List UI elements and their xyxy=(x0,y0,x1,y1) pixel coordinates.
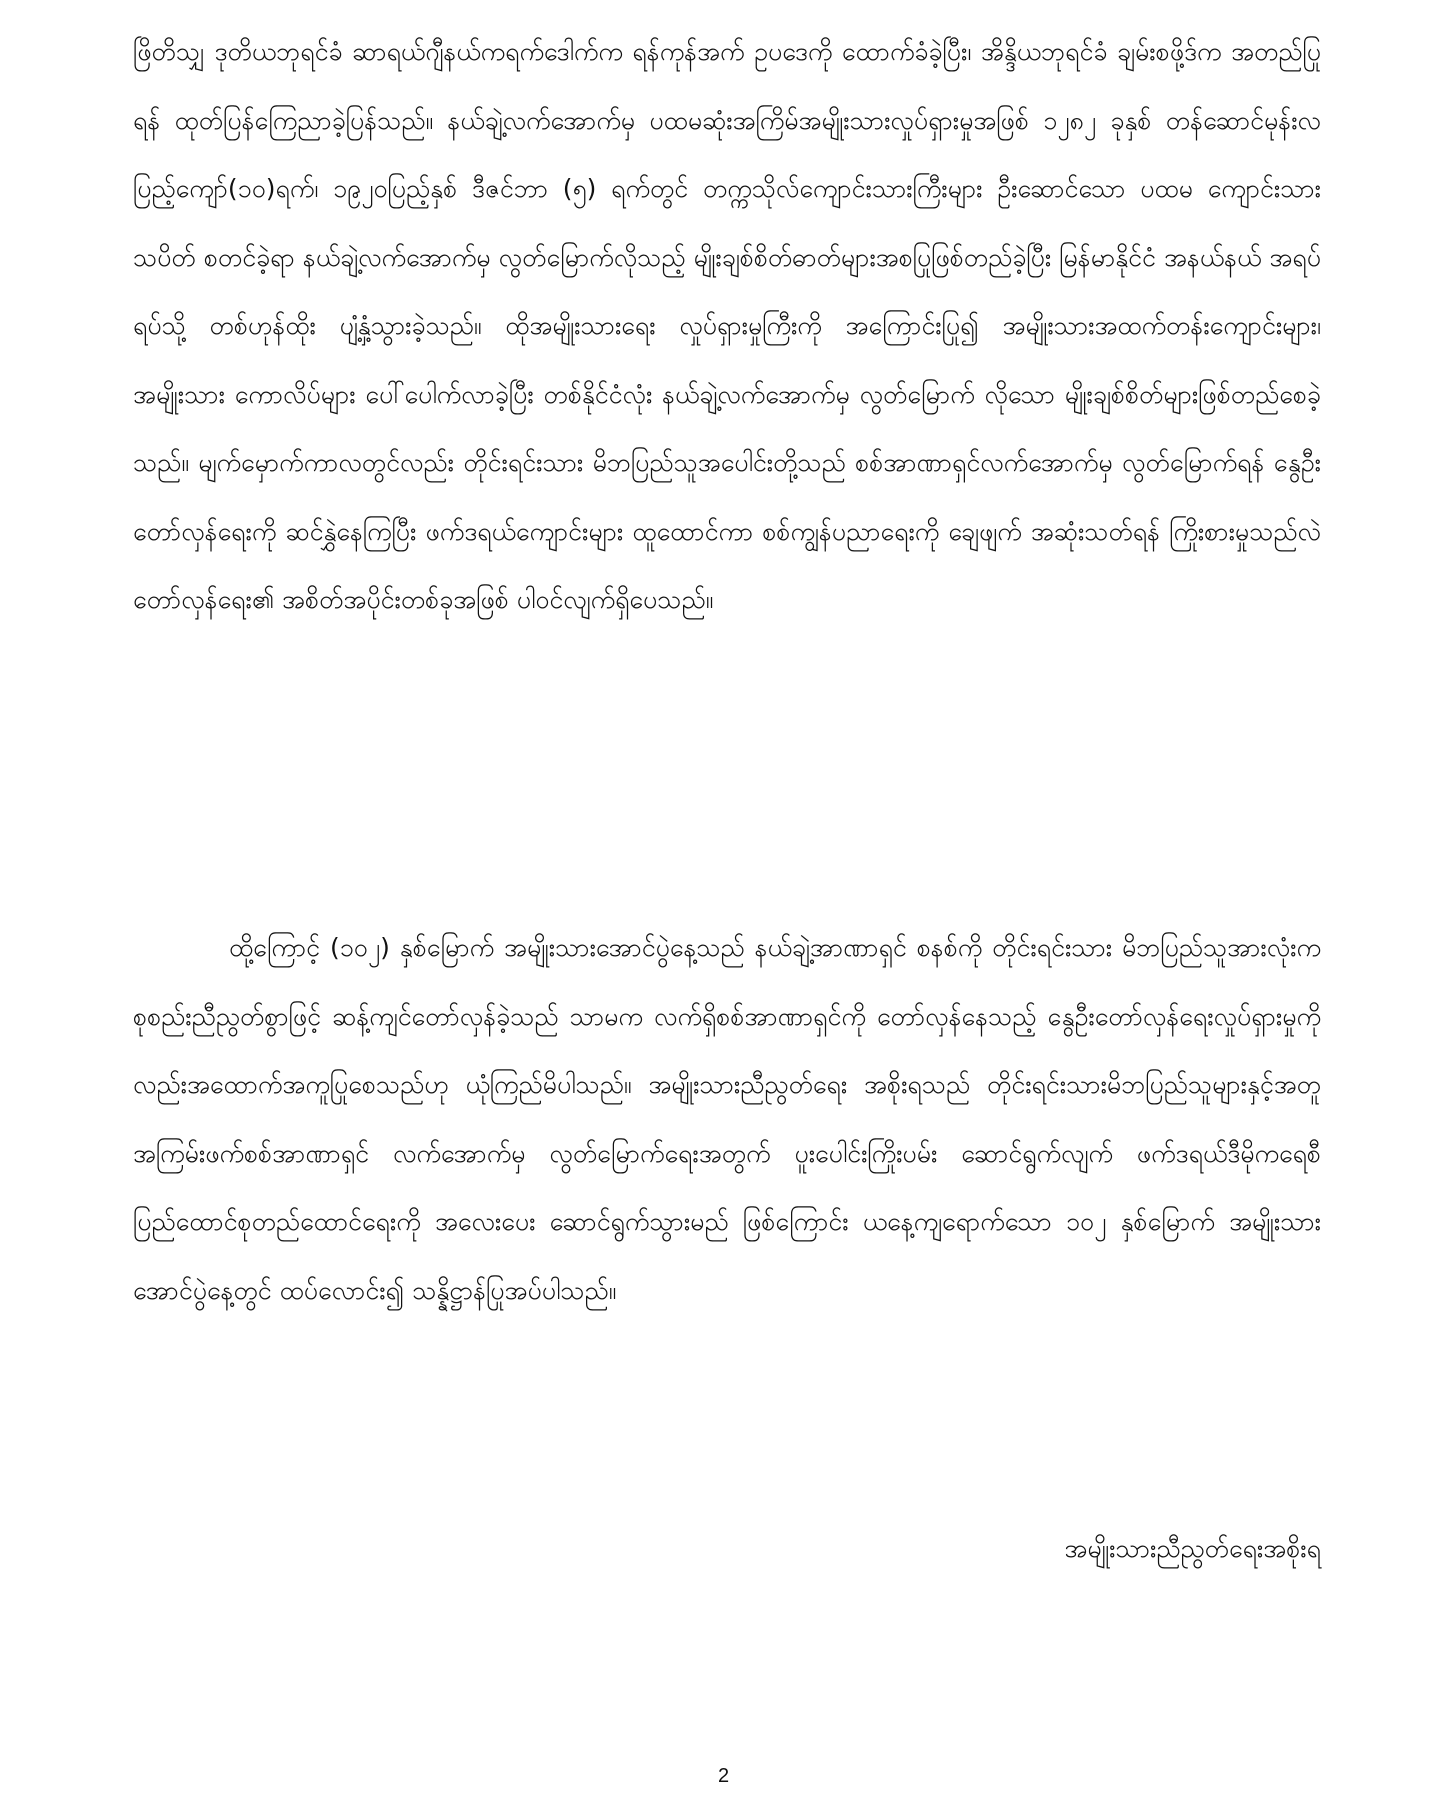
signature-line: အမျိုးသားညီညွတ်ရေးအစိုးရ xyxy=(1064,1534,1321,1563)
page-number: 2 xyxy=(717,1765,730,1787)
body-paragraph-2: ထို့ကြောင့် (၁၀၂) နှစ်မြောက် အမျိုးသားအောင်ပွဲနေ့သည် နယ်ချဲ့အာဏာရှင် စနစ်ကို တိုင်းရင်းသား မိဘပြည်သူအားလုံးက စုစည်းညီညွတ်စွာဖြင့် ဆန့်ကျင်တော်လှန်ခဲ့သည် သာမက လက်ရှိစစ်အာဏာရှင်ကို တော်လှန်နေသည့် နွေဦးတော်လှန်ရေးလှုပ်ရှားမှုကို လည်းအထောက်အကူပြုစေသည်ဟု ယုံကြည်မိပါသည်။ အမျိုးသားညီညွတ်ရေး အစိုးရသည် တိုင်းရင်းသားမိဘပြည်သူများနှင့်အတူ အကြမ်းဖက်စစ်အာဏာရှင် လက်အောက်မှ လွတ်မြောက်ရေးအတွက် ပူးပေါင်းကြိုးပမ်း ဆောင်ရွက်လျက် ဖက်ဒရယ်ဒီမိုကရေစီပြည်ထောင်စုတည်ထောင်ရေးကို အလေးပေး ဆောင်ရွက်သွားမည် ဖြစ်ကြောင်း ယနေ့ကျရောက်သော ၁၀၂ နှစ်မြောက် အမျိုးသားအောင်ပွဲနေ့တွင် ထပ်လောင်း၍ သန္နိဋ္ဌာန်ပြုအပ်ပါသည်။ xyxy=(133,933,1321,1305)
body-paragraph-1: ဖြိတိသျှ ဒုတိယဘုရင်ခံ ဆာရယ်ဂျီနယ်ကရက်ဒေါက်က ရန်ကုန်အက် ဥပဒေကို ထောက်ခံခဲ့ပြီး၊ အိန္ဒိယဘုရင်ခံ ချမ်းစဖို့ဒ်က အတည်ပြုရန် ထုတ်ပြန်ကြေညာခဲ့ပြန်သည်။ နယ်ချဲ့လက်အောက်မှ ပထမဆုံးအကြိမ်အမျိုးသားလှုပ်ရှားမှုအဖြစ် ၁၂၈၂ ခုနှစ် တန်ဆောင်မုန်းလပြည့်ကျော်(၁၀)ရက်၊ ၁၉၂၀ပြည့်နှစ် ဒီဇင်ဘာ (၅) ရက်တွင် တက္ကသိုလ်ကျောင်းသားကြီးများ ဦးဆောင်သော ပထမ ကျောင်းသားသပိတ် စတင်ခဲ့ရာ နယ်ချဲ့လက်အောက်မှ လွတ်မြောက်လိုသည့် မျိုးချစ်စိတ်ဓာတ်များအစပြုဖြစ်တည်ခဲ့ပြီး မြန်မာနိုင်ငံ အနယ်နယ် အရပ်ရပ်သို့ တစ်ဟုန်ထိုး ပျံ့နှံ့သွားခဲ့သည်။ ထိုအမျိုးသားရေး လှုပ်ရှားမှုကြီးကို အကြောင်းပြု၍ အမျိုးသားအထက်တန်းကျောင်းများ၊ အမျိုးသား ကောလိပ်များ ပေါ်ပေါက်လာခဲ့ပြီး တစ်နိုင်ငံလုံး နယ်ချဲ့လက်အောက်မှ လွတ်မြောက် လိုသော မျိုးချစ်စိတ်များဖြစ်တည်စေခဲ့သည်။ မျက်မှောက်ကာလတွင်လည်း တိုင်းရင်းသား မိဘပြည်သူအပေါင်းတို့သည် စစ်အာဏာရှင်လက်အောက်မှ လွတ်မြောက်ရန် နွေဦးတော်လှန်ရေးကို ဆင်နွှဲနေကြပြီး ဖက်ဒရယ်ကျောင်းများ ထူထောင်ကာ စစ်ကျွန်ပညာရေးကို ချေဖျက် အဆုံးသတ်ရန် ကြိုးစားမှုသည်လဲ တော်လှန်ရေး၏ အစိတ်အပိုင်းတစ်ခုအဖြစ် ပါဝင်လျက်ရှိပေသည်။ xyxy=(133,37,1321,614)
